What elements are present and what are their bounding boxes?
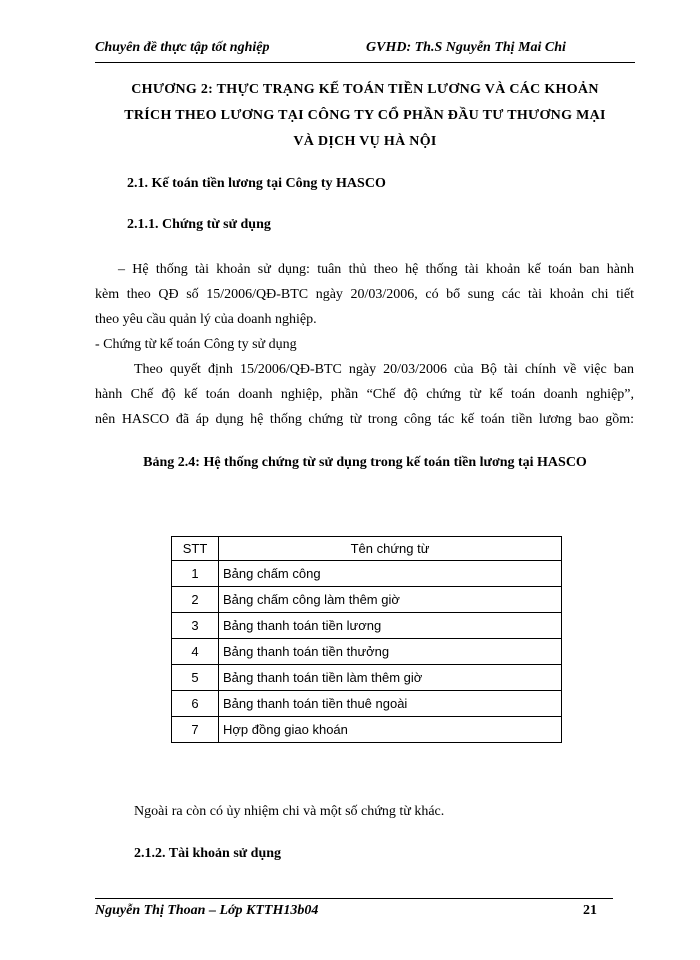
table-header-stt: STT	[172, 537, 219, 561]
section-heading-2-1-2: 2.1.2. Tài khoản sử dụng	[134, 846, 282, 861]
table-cell-stt: 4	[172, 639, 219, 665]
table-cell-stt: 3	[172, 613, 219, 639]
table-row	[172, 665, 562, 691]
table-cell-name: Bảng thanh toán tiền lương	[219, 613, 562, 639]
table-cell-stt: 6	[172, 691, 219, 717]
paragraph-3-line-2: hành Chế độ kế toán doanh nghiệp, phần “Chế độ chứng từ kế toán doanh nghiệp”,	[95, 387, 634, 402]
table-row	[172, 561, 562, 587]
table-cell-name: Bảng chấm công	[219, 561, 562, 587]
paragraph-1-line-2: kèm theo QĐ số 15/2006/QĐ-BTC ngày 20/03/2006, có bổ sung các tài khoản chi tiết	[95, 287, 634, 302]
chapter-title-line-3: VÀ DỊCH VỤ HÀ NỘI	[293, 134, 437, 149]
header-rule	[95, 62, 635, 63]
header-right: GVHD: Th.S Nguyễn Thị Mai Chi	[366, 40, 566, 55]
document-table	[171, 536, 562, 743]
table-row	[172, 587, 562, 613]
table-cell-name: Bảng thanh toán tiền thưởng	[219, 639, 562, 665]
page-number: 21	[583, 903, 597, 918]
table-row	[172, 639, 562, 665]
table-cell-name: Hợp đồng giao khoán	[219, 717, 562, 743]
section-heading-2-1: 2.1. Kế toán tiền lương tại Công ty HASCO	[127, 176, 386, 191]
table-row	[172, 717, 562, 743]
table-row	[172, 613, 562, 639]
chapter-title-line-2: TRÍCH THEO LƯƠNG TẠI CÔNG TY CỔ PHẦN ĐẦU TƯ THƯƠNG MẠI	[124, 108, 606, 123]
table-cell-stt: 2	[172, 587, 219, 613]
table-header-name: Tên chứng từ	[219, 537, 562, 561]
table-cell-name: Bảng thanh toán tiền làm thêm giờ	[219, 665, 562, 691]
table-header-row	[172, 537, 562, 561]
paragraph-1-line-3: theo yêu cầu quản lý của doanh nghiệp.	[95, 312, 317, 327]
table-cell-stt: 5	[172, 665, 219, 691]
footer-rule	[95, 898, 613, 899]
paragraph-3-line-1: Theo quyết định 15/2006/QĐ-BTC ngày 20/03/2006 của Bộ tài chính về việc ban	[134, 362, 634, 377]
footer-author: Nguyễn Thị Thoan – Lớp KTTH13b04	[95, 903, 319, 918]
header-left: Chuyên đề thực tập tốt nghiệp	[95, 40, 270, 55]
table-cell-stt: 1	[172, 561, 219, 587]
paragraph-3-line-3: nên HASCO đã áp dụng hệ thống chứng từ trong công tác kế toán tiền lương bao gồm:	[95, 412, 634, 427]
paragraph-4: Ngoài ra còn có ủy nhiệm chi và một số chứng từ khác.	[134, 804, 445, 819]
paragraph-1-line-1: – Hệ thống tài khoản sử dụng: tuân thủ theo hệ thống tài khoản kế toán ban hành	[118, 262, 634, 277]
table-cell-name: Bảng thanh toán tiền thuê ngoài	[219, 691, 562, 717]
table-caption: Bảng 2.4: Hệ thống chứng từ sử dụng trong kế toán tiền lương tại HASCO	[143, 455, 587, 470]
table-row	[172, 691, 562, 717]
table-cell-name: Bảng chấm công làm thêm giờ	[219, 587, 562, 613]
paragraph-2: - Chứng từ kế toán Công ty sử dụng	[95, 337, 297, 352]
table-cell-stt: 7	[172, 717, 219, 743]
section-heading-2-1-1: 2.1.1. Chứng từ sử dụng	[127, 217, 271, 232]
chapter-title-line-1: CHƯƠNG 2: THỰC TRẠNG KẾ TOÁN TIỀN LƯƠNG VÀ CÁC KHOẢN	[131, 82, 599, 97]
